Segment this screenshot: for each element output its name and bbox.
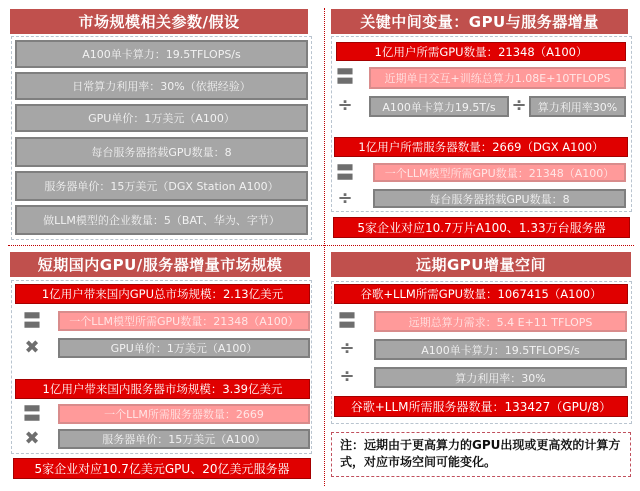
horizontal-divider bbox=[8, 245, 634, 246]
param-gpu-price: GPU单价：1万美元（A100） bbox=[15, 104, 308, 132]
gpu-count-result: 1亿用户所需GPU数量：21348（A100） bbox=[336, 42, 626, 61]
panel-title-parameters: 市场规模相关参数/假设 bbox=[10, 9, 308, 34]
panel-title-long-term-gpu: 远期GPU增量空间 bbox=[331, 252, 631, 277]
long-term-gpu-result: 谷歌+LLM所需GPU数量：1067415（A100） bbox=[334, 284, 628, 304]
top-right-summary: 5家企业对应10.7万片A100、1.33万台服务器 bbox=[333, 217, 630, 238]
server-market-result: 1亿用户带来国内服务器市场规模：3.39亿美元 bbox=[15, 379, 310, 399]
server-count-result: 1亿用户所需服务器数量：2669（DGX A100） bbox=[334, 137, 628, 157]
gpu-needed-input: 一个LLM模型所需GPU数量：21348（A100） bbox=[373, 163, 626, 182]
equals-icon: 〓 bbox=[23, 404, 41, 425]
divide-icon: ÷ bbox=[337, 187, 353, 209]
panel-title-short-term-market: 短期国内GPU/服务器增量市场规模 bbox=[10, 252, 310, 277]
vertical-divider bbox=[324, 8, 325, 486]
divide-icon: ÷ bbox=[511, 94, 527, 116]
short-term-frame bbox=[11, 280, 312, 454]
server-price-input: 服务器单价：15万美元（A100） bbox=[58, 429, 310, 449]
multiply-icon: ✖ bbox=[24, 336, 40, 358]
gpu-market-result: 1亿用户带来国内GPU总市场规模：2.13亿美元 bbox=[15, 284, 310, 304]
card-compute-input: A100单卡算力19.5T/s bbox=[369, 96, 509, 117]
equals-icon: 〓 bbox=[23, 311, 41, 332]
llm-server-count-input: 一个LLM所需服务器数量：2669 bbox=[58, 404, 310, 424]
long-term-note: 注：远期由于更高算力的GPU出现或更高效的计算方式，对应市场空间可能变化。 bbox=[331, 432, 631, 477]
panel-title-key-variables: 关键中间变量：GPU与服务器增量 bbox=[331, 9, 628, 34]
param-a100-compute: A100单卡算力：19.5TFLOPS/s bbox=[15, 40, 308, 68]
gpu-per-server-input: 每台服务器搭载GPU数量：8 bbox=[373, 189, 626, 208]
equals-icon: 〓 bbox=[336, 67, 354, 88]
param-utilization: 日常算力利用率：30%（依据经验） bbox=[15, 72, 308, 100]
param-llm-companies: 做LLM模型的企业数量：5（BAT、华为、字节） bbox=[15, 205, 308, 235]
long-term-server-result: 谷歌+LLM所需服务器数量：133427（GPU/8） bbox=[334, 396, 628, 417]
divide-icon: ÷ bbox=[339, 337, 355, 359]
long-term-utilization-input: 算力利用率：30% bbox=[374, 367, 627, 388]
equals-icon: 〓 bbox=[338, 311, 356, 332]
key-variables-frame bbox=[331, 36, 632, 212]
divide-icon: ÷ bbox=[337, 94, 353, 116]
multiply-icon: ✖ bbox=[24, 427, 40, 449]
equals-icon: 〓 bbox=[336, 163, 354, 184]
long-term-card-compute-input: A100单卡算力：19.5TFLOPS/s bbox=[374, 339, 627, 360]
param-gpu-per-server: 每台服务器搭载GPU数量：8 bbox=[15, 137, 308, 167]
bottom-left-summary: 5家企业对应10.7亿美元GPU、20亿美元服务器 bbox=[13, 458, 311, 479]
total-compute-input: 近期单日交互+训练总算力1.08E+10TFLOPS bbox=[369, 67, 626, 89]
long-term-compute-input: 远期总算力需求：5.4 E+11 TFLOPS bbox=[374, 311, 627, 332]
llm-gpu-count-input: 一个LLM模型所需GPU数量：21348（A100） bbox=[58, 311, 310, 331]
utilization-input: 算力利用率30% bbox=[529, 96, 626, 117]
param-server-price: 服务器单价：15万美元（DGX Station A100） bbox=[15, 171, 308, 201]
divide-icon: ÷ bbox=[339, 365, 355, 387]
gpu-price-input: GPU单价：1万美元（A100） bbox=[58, 338, 310, 358]
